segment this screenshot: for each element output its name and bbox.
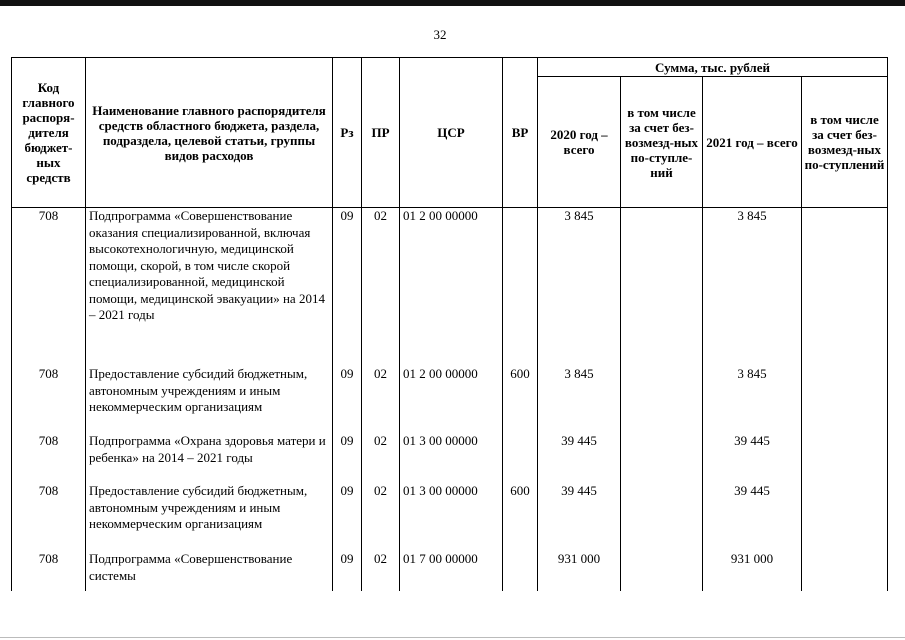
cell-code: 708 [12,551,86,591]
cell-2020-grants [621,551,703,591]
cell-2020-total: 931 000 [538,551,621,591]
cell-rz: 09 [333,366,362,433]
col-header-pr: ПР [362,58,400,208]
cell-2020-grants [621,433,703,483]
col-header-2020-total: 2020 год – всего [538,77,621,208]
cell-name: Подпрограмма «Совершенствование системы [86,551,333,591]
table-body [12,208,888,592]
bottom-edge-line [0,637,905,638]
cell-name: Подпрограмма «Охрана здоровья матери и ребенка» на 2014 – 2021 годы [86,433,333,483]
cell-2020-grants [621,208,703,367]
cell-code: 708 [12,366,86,433]
table-row [12,483,888,551]
cell-2020-total: 3 845 [538,208,621,367]
cell-name: Предоставление субсидий бюджетным, автономным учреждениям и иным некоммерческим организациям [86,366,333,433]
cell-vr [503,433,538,483]
cell-vr [503,551,538,591]
cell-rz: 09 [333,433,362,483]
cell-rz: 09 [333,483,362,551]
cell-2021-total: 3 845 [703,366,802,433]
cell-2021-grants [802,483,888,551]
top-edge-bar [0,0,905,6]
cell-2020-total: 3 845 [538,366,621,433]
col-header-code: Код главного распоря-дителя бюджет-ных средств [12,58,86,208]
table-row [12,551,888,591]
cell-pr: 02 [362,366,400,433]
cell-code: 708 [12,208,86,367]
cell-pr: 02 [362,433,400,483]
cell-rz: 09 [333,551,362,591]
cell-pr: 02 [362,551,400,591]
cell-csr: 01 3 00 00000 [400,433,503,483]
cell-csr: 01 7 00 00000 [400,551,503,591]
cell-2020-grants [621,483,703,551]
cell-csr: 01 2 00 00000 [400,366,503,433]
cell-vr: 600 [503,366,538,433]
table-row [12,433,888,483]
cell-2020-grants [621,366,703,433]
col-header-sum-group: Сумма, тыс. рублей [538,58,888,77]
cell-2021-grants [802,208,888,367]
budget-table [11,57,888,591]
cell-2020-total: 39 445 [538,483,621,551]
cell-2021-grants [802,366,888,433]
col-header-rz: Рз [333,58,362,208]
cell-2021-grants [802,551,888,591]
cell-vr: 600 [503,483,538,551]
cell-code: 708 [12,433,86,483]
col-header-2021-total: 2021 год – всего [703,77,802,208]
cell-csr: 01 3 00 00000 [400,483,503,551]
cell-2021-total: 3 845 [703,208,802,367]
cell-pr: 02 [362,208,400,367]
table-row [12,366,888,433]
table-header [12,58,888,208]
col-header-name: Наименование главного распорядителя средств областного бюджета, раздела, подраздела, целевой статьи, группы видов расходов [86,58,333,208]
cell-2021-total: 931 000 [703,551,802,591]
col-header-2020-grants: в том числе за счет без-возмезд-ных по-ступле-ний [621,77,703,208]
cell-2021-total: 39 445 [703,433,802,483]
cell-csr: 01 2 00 00000 [400,208,503,367]
table-row [12,208,888,367]
cell-2021-total: 39 445 [703,483,802,551]
cell-pr: 02 [362,483,400,551]
cell-name: Предоставление субсидий бюджетным, автономным учреждениям и иным некоммерческим организациям [86,483,333,551]
page-number: 32 [433,27,447,42]
col-header-2021-grants: в том числе за счет без-возмезд-ных по-ступлений [802,77,888,208]
cell-name: Подпрограмма «Совершенствование оказания специализированной, включая высокотехнологичную, медицинской помощи, скорой, в том числе скорой специализированной, медицинской помощи, медицинской эвакуации» на 2014 – 2021 годы [86,208,333,367]
cell-2020-total: 39 445 [538,433,621,483]
cell-code: 708 [12,483,86,551]
cell-2021-grants [802,433,888,483]
cell-vr [503,208,538,367]
cell-rz: 09 [333,208,362,367]
col-header-csr: ЦСР [400,58,503,208]
col-header-vr: ВР [503,58,538,208]
